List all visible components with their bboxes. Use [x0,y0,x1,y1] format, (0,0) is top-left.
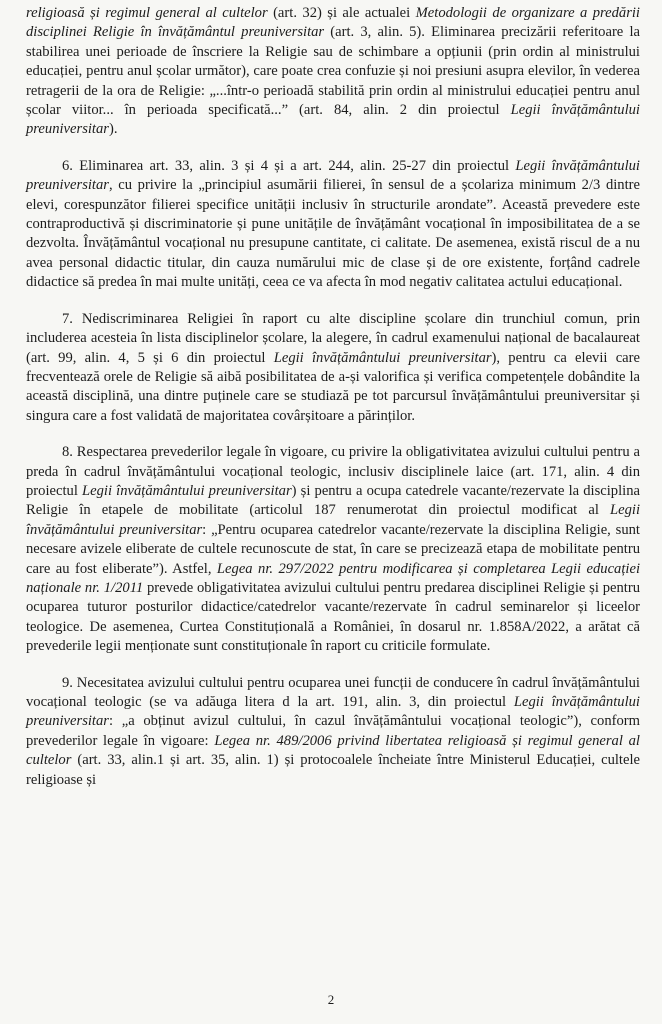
text-run: prevede obligativitatea avizului cultului pentru predarea disciplinei Religie și pentru ocuparea tuturor posturilor didactice/catedrelor vacante/rezervate în cadrul seminarelor și liceelor teologice. De asemenea, Curtea Constituțională a României, în dosarul nr. 1.858A/2022, a arătat că prevederile legii menționate sunt constituționale în raport cu criticile formulate. [26,579,640,655]
paragraph-8 [26,443,640,656]
paragraph-9 [26,674,640,790]
text-run: ). [108,121,118,138]
paragraph-6 [26,157,640,293]
italic-text-run: Legii învățământului preuniversitar [273,349,492,366]
italic-text-run: religioasă și regimul general al cultelor [26,5,268,21]
italic-text-run: Legii învățământului preuniversitar [26,694,640,730]
text-run: (art. 32) și ale actualei [267,5,416,21]
italic-text-run: Legii învățământului preuniversitar [26,102,640,138]
italic-text-run: Legea nr. 297/2022 pentru modificarea și completarea Legii educației naționale nr. 1/2011 [26,560,640,596]
text-run: : „Pentru ocuparea catedrelor vacante/rezervate la disciplina Religie, sunt necesare avizele eliberate de cultele recunoscute de stat, în care se precizează etapa de mobilitate pentru care au fost eliberate”). Astfel, [26,521,640,577]
italic-text-run: Legii învățământului preuniversitar [26,502,640,538]
text-run: 6. Eliminarea art. 33, alin. 3 și 4 și a art. 244, alin. 25-27 din proiectul [62,157,516,174]
text-run: , cu privire la „principiul asumării filierei, în sensul de a școlariza minimum 2/3 dintre elevi, corespunzător filierei specifice unității inclusiv în structurile arondate”. Această prevedere este contraproductivă și discriminatorie și pune unitățile de învățământ vocațional în imposibilitatea de a se dezvolta. Învățământul vocațional nu presupune cantitate, ci calitate. De asemenea, există riscul de a nu avea personal didactic titular, din cauza numărului mic de clase și de ore existente, forțând cadrele didactice să predea în mai multe unități, ceea ce va afecta în mod negativ calitatea actului educațional. [26,177,640,291]
text-run: : „a obținut avizul cultului, în cazul învățământului vocațional teologic”), conform prevederilor legale în vigoare: [26,713,640,749]
paragraph-7 [26,310,640,426]
page-number: 2 [327,992,335,1007]
italic-text-run: Legea nr. 489/2006 privind libertatea religioasă și regimul general al cultelor [26,732,640,769]
paragraph-5-continued [26,4,640,140]
text-run: ) și pentru a ocupa catedrele vacante/rezervate la disciplina Religie în etapele de mobilitate (articolul 187 renumerotat din proiectul modificat al [26,482,640,519]
text-run: 7. Nediscriminarea Religiei în raport cu alte discipline școlare din trunchiul comun, prin includerea acesteia în lista disciplinelor școlare, la alegere, în cadrul examenului național de bacalaureat (art. 99, alin. 4, 5 și 6 din proiectul [26,310,640,366]
italic-text-run: Metodologii de organizare a predării disciplinei Religie în învățământul preuniversitar [26,5,640,41]
italic-text-run: Legii învățământului preuniversitar [26,157,640,194]
text-run: 9. Necesitatea avizului cultului pentru ocuparea unei funcții de conducere în cadrul învățământului vocațional teologic (se va adăuga litera d la art. 191, alin. 3, din proiectul [26,674,640,710]
text-run: 8. Respectarea prevederilor legale în vigoare, cu privire la obligativitatea avizului cultului pentru a preda în cadrul învățământului vocațional teologic, inclusiv disciplinele laice (art. 171, alin. 4 din proiectul [26,444,640,499]
italic-text-run: Legii învățământului preuniversitar [82,482,292,499]
text-run: ), pentru ca elevii care frecventează orele de Religie să aibă posibilitatea de a-și valorifica și verifica competențele dobândite la această disciplină, una dintre puținele care se studiază pe tot parcursul învățământului preuniversitar și singura care a fost validată de majoritatea covârșitoare a părinților. [26,349,640,424]
text-run: (art. 3, alin. 5). Eliminarea precizării referitoare la stabilirea unei perioade de înscriere la Religie sau de schimbare a opțiunii (prin ordin al ministrului educației, pentru anul școlar următor), care poate crea confuzie și noi presiuni asupra elevilor, în vederea retragerii de la ora de Religie: „...într-o perioadă stabilită prin ordin al ministrului educației pentru anul școlar viitor... în perioada specificată...” (art. 84, alin. 2 din proiectul [26,24,640,119]
text-run: (art. 33, alin.1 și art. 35, alin. 1) și protocoalele încheiate între Ministerul Educației, cultele religioase și [26,752,640,788]
